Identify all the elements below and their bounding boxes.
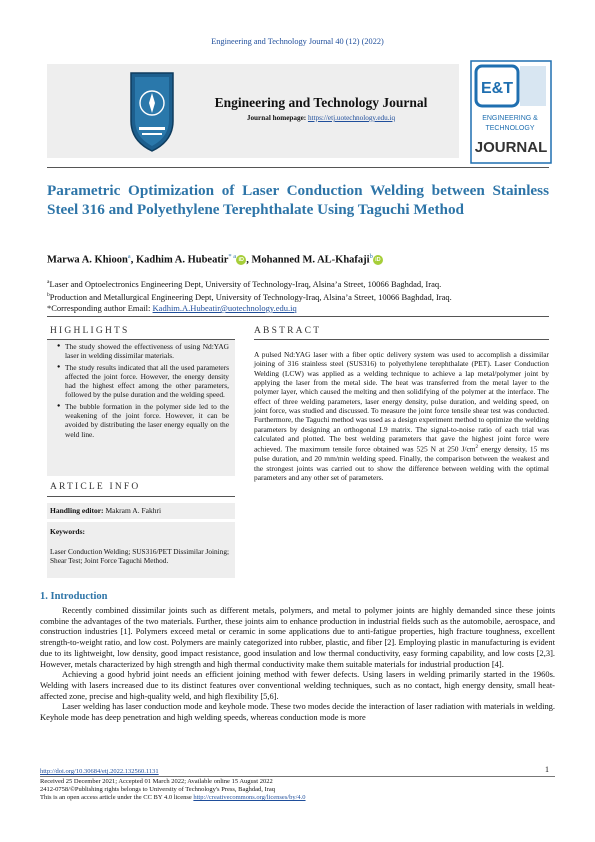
paper-title: Parametric Optimization of Laser Conduction Welding between Stainless Steel 316 and Polyethylene Terephthalate Using Taguchi Method [47,182,549,218]
body-paragraph: Achieving a good hybrid joint needs an efficient joining method with fewer defects. Using lasers in welding primarily started in the 1960s. Welding with lasers increased due to its distinct features over conventional welding techniques, such as no contact, high energy density, small heat-affected zone, precise and high-quality weld, and high flexibility [5,6]. [40,669,555,701]
journal-name: Engineering and Technology Journal [214,95,428,110]
affil-mark: b [47,292,50,298]
header-rule [47,167,549,168]
abstract-text: A pulsed Nd:YAG laser with a fiber optic delivery system was used to accomplish a dissimilar joining of 316 stainless steel (SUS316) to polyethylene terephthalate (PET). Laser Conduction Welding (LCW) was applied as a welding technique to achieve a lap metal/polymer joint by applying the laser from the metal side. The heat was transferred from the metal layer to the polymer layer, which caused the melting and then solidifying of the polymer at the interface. The effect of three welding parameters, laser energy density, pulse duration, and welding speed, on joint force, was studied and discussed. To measure the joint force tensile shear test was conducted. Furthermore, the Taguchi method was used as a design experiment method to optimize the welding parameters by designing an orthogonal L9 matrix. The signal-to-noise ratio of each trial was calculated and plotted. The best welding parameters that gave the highest joint force were achieved. The maximum tensile force obtained was 525 N at 250 J/cm [254,350,549,454]
affil-mark: a [47,279,50,285]
highlights-panel [47,340,235,476]
highlight-item: ● The bubble formation in the polymer side led to the weakening of the joint force. However, it can be avoided by distributing the laser energy equally on the weld line. [57,402,229,439]
article-info-heading: ARTICLE INFO [50,482,141,492]
author-affil-mark: a [233,253,237,260]
abstract-body [254,350,549,482]
orcid-icon[interactable]: iD [236,255,246,265]
highlights-heading: HIGHLIGHTS [50,326,130,336]
author-separator: , [130,254,136,266]
handling-editor-panel [47,503,235,519]
footer-license [40,794,306,802]
author-list [47,253,549,266]
body-paragraph: Recently combined dissimilar joints such as different metals, polymers, and metal to polymer joints are highly demanded since these joints combine the advantages of the two materials. Further, these joints aim to enhance production in industrial fields such as the automobile, aerospace, and construction industries [1]. Polymers exceed metal or ceramic in some applications due to anti-fatigue properties, high fracture toughness, excellent strength-to-weight ratio, and low cost. Polymers are mainly categorized into rubber, plastic, and fiber [2]. Employing plastic in manufacturing is evident due to its lightweight, low density, good impact resistance, good insulation and low thermal conductivity, easy forming capability, and low costs [2,3]. However, metals characterized by high strength and high thermal conductivity make them suitable materials for industrial production [4]. [40,605,555,669]
affiliation-a [47,277,549,290]
corresponding-mark: * [228,253,232,260]
author-name: Kadhim A. Hubeatir [135,254,229,266]
introduction-heading: 1. Introduction [40,591,108,602]
abstract-rule [254,339,549,340]
author-separator: , [246,254,252,266]
page-number: 1 [545,765,549,774]
homepage-label: Journal homepage: [246,114,307,122]
logo-mark: E&T [481,80,513,97]
footer-rule [40,776,555,777]
license-text: This is an open access article under the CC BY 4.0 license [40,794,192,801]
journal-homepage [190,114,452,122]
highlight-item: ● The study results indicated that all the used parameters affected the joint force. However, the energy density had the highest effect among the other parameters, followed by the pulse duration and the welding speed. [57,363,229,400]
affil-text: Production and Metallurgical Engineering Dept, University of Technology-Iraq, Alsina’a Street, 10066 Baghdad, Iraq. [49,291,452,302]
body-paragraph: Laser welding has laser conduction mode and keyhole mode. These two modes decide the interaction of laser radiation with materials in welding. Keyhole mode has deep penetration and high welding speeds, whereas conduction mode is more [40,701,555,723]
keywords-text: Laser Conduction Welding; SUS316/PET Dissimilar Joining; Shear Test; Joint Force Taguchi Method. [50,547,229,566]
affiliation-b [47,290,549,303]
abstract-superscript: 2 [475,445,479,451]
editor-name: Makram A. Fakhri [105,506,162,515]
abstract-heading: ABSTRACT [254,326,322,336]
abstract-text-cont: energy density, 15 ms pulse duration, and 20 mm/min welding speed. Finally, the comparison between the weakest and the strongest joints was carried out to show the difference between welding with the optimal parameters and any other set of parameters. [254,444,549,482]
highlights-list [47,342,235,439]
article-info-rule [47,496,235,497]
footer-issn: 2412-0758/©Publishing rights belongs to University of Technology's Press, Baghdad, Iraq [40,786,276,793]
author-name: Marwa A. Khioon [47,254,128,266]
license-link[interactable]: http://creativecommons.org/licenses/by/4.0 [193,794,306,801]
logo-subtitle-1: ENGINEERING & [482,115,538,122]
homepage-link[interactable]: https://etj.uotechnology.edu.iq [307,114,396,122]
corr-email-link[interactable]: Kadhim.A.Hubeatir@uotechnology.edu.iq [152,303,297,313]
affiliation-rule [47,316,549,317]
logo-subtitle-2: TECHNOLOGY [485,125,535,132]
doi-link[interactable]: http://doi.org/10.30684/etj.2022.132560.1131 [40,768,159,775]
journal-header-band [47,64,459,158]
running-journal-header: Engineering and Technology Journal 40 (12) (2022) [211,37,384,46]
introduction-body [40,605,555,723]
et-journal-logo [470,60,552,164]
affil-text: Laser and Optoelectronics Engineering Dept, University of Technology-Iraq, Alsina’a Street, 10066 Baghdad, Iraq. [49,278,442,289]
logo-word: JOURNAL [474,139,548,156]
corr-label: *Corresponding author Email: [47,303,151,313]
footer-dates: Received 25 December 2021; Accepted 01 March 2022; Available online 15 August 2022 [40,778,273,785]
author-affil-mark: b [369,253,373,260]
editor-label: Handling editor: [50,506,104,515]
author-affil-mark: a [127,253,131,260]
author-name: Mohanned M. AL-Khafaji [251,254,370,266]
orcid-icon[interactable]: iD [373,255,383,265]
keywords-panel [47,522,235,578]
university-crest-logo [125,69,179,155]
keywords-label: Keywords: [50,527,85,536]
highlight-item: ● The study showed the effectiveness of using Nd:YAG laser in welding dissimilar materials. [57,342,229,361]
corresponding-author [47,303,549,314]
